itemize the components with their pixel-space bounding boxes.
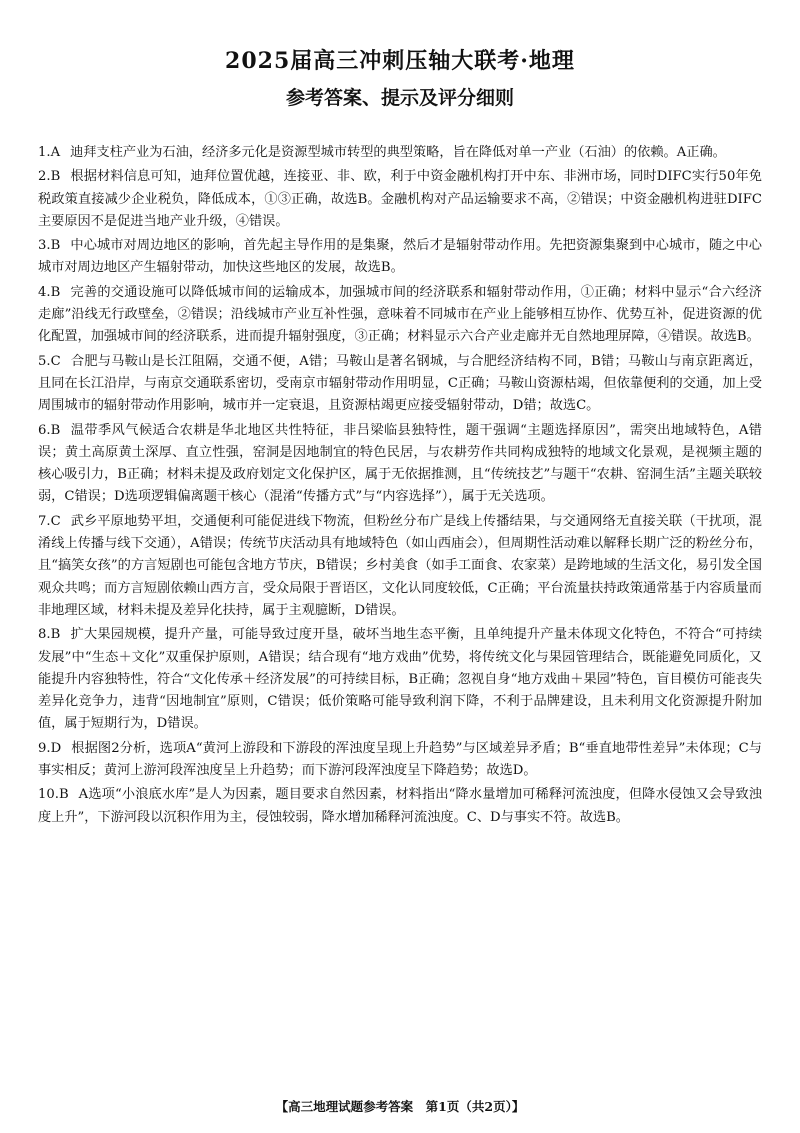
page-title: 2025届高三冲刺压轴大联考·地理	[225, 48, 575, 74]
answer-item	[38, 142, 762, 164]
answer-explanation: 合肥与马鞍山是长江阻隔，交通不便，A错；马鞍山是著名钢城，与合肥经济结构不同，B错；马鞍山与南京距离近，且同在长江沿岸，与南京交通联系密切，受南京市辐射带动作用明显，C正确；马鞍山资源枯竭，但依靠便利的交通，加上受周围城市的辐射带动作用影响，城市并一定衰退，且资源枯竭更应接受辐射带动，D错；故选C。	[38, 353, 762, 414]
page-footer: 【高三地理试题参考答案 第1页（共2页）】	[275, 1099, 525, 1114]
answer-explanation: A选项“小浪底水库”是人为因素，题目要求自然因素，材料指出“降水量增加可稀释河流浊度，但降水侵蚀又会导致浊度上升”，下游河段以沉积作用为主，侵蚀较弱，降水增加稀释河流浊度。C、D与事实不符。故选B。	[38, 787, 762, 825]
answer-number: 6.B	[38, 422, 61, 438]
answer-number: 5.C	[38, 353, 61, 369]
answer-number: 7.C	[38, 513, 61, 529]
answer-explanation: 扩大果园规模，提升产量，可能导致过度开垦，破坏当地生态平衡，且单纯提升产量未体现文化特色，不符合“可持续发展”中“生态＋文化”双重保护原则，A错误；结合现有“地方戏曲”优势，将传统文化与果园管理结合，既能避免同质化，又能提升内容独特性，符合“文化传承＋经济发展”的可持续目标，B正确；忽视自身“地方戏曲＋果园”特色，盲目模仿可能丧失差异化竞争力，违背“因地制宜”原则，C错误；低价策略可能导致利润下降，不利于品牌建设，且未利用文化资源提升附加值，属于短期行为，D错误。	[38, 627, 762, 732]
answer-explanation: 武乡平原地势平坦，交通便利可能促进线下物流，但粉丝分布广是线上传播结果，与交通网络无直接关联（干扰项，混淆线上传播与线下交通），A错误；传统节庆活动具有地域特色（如山西庙会），但周期性活动难以解释长期广泛的粉丝分布，且“搞笑女孩”的方言短剧也可能包含地方节庆，B错误；乡村美食（如手工面食、农家菜）是跨地域的生活文化，易引发全国观众共鸣；而方言短剧依赖山西方言，受众局限于晋语区，文化认同度较低，C正确；平台流量扶持政策通常基于内容质量而非地理区域，材料未提及差异化扶持，属于主观臆断，D错误。	[38, 513, 762, 618]
page-subtitle: 参考答案、提示及评分细则	[285, 87, 514, 109]
answer-item	[38, 166, 762, 233]
answer-item	[38, 624, 762, 735]
answer-item	[38, 784, 762, 829]
answer-item	[38, 282, 762, 349]
answer-number: 1.A	[38, 145, 61, 160]
answer-explanation: 温带季风气候适合农耕是华北地区共性特征，非吕梁临县独特性，题干强调“主题选择原因”，需突出地域特色，A错误；黄土高原黄土深厚、直立性强，窑洞是因地制宜的特色民居，与农耕劳作共同构成独特的地域文化景观，是视频主题的核心吸引力，B正确；材料未提及政府划定文化保护区，属于无依据推测，且“传统技艺”与题干“农耕、窑洞生活”主题关联较弱，C错误；D选项逻辑偏离题干核心（混淆“传播方式”与“内容选择”），属于无关选项。	[38, 422, 762, 505]
answer-item	[38, 351, 762, 418]
answer-explanation: 根据图2分析，选项A“黄河上游段和下游段的浑浊度呈现上升趋势”与区域差异矛盾；B“垂直地带性差异”未体现；C与事实相反；黄河上游河段浑浊度呈上升趋势；而下游河段浑浊度呈下降趋势；故选D。	[38, 740, 762, 779]
answer-number: 3.B	[38, 238, 61, 254]
answer-item	[38, 235, 762, 280]
answer-number: 4.B	[38, 284, 61, 300]
answer-list	[38, 142, 762, 829]
answer-item	[38, 511, 762, 622]
answer-explanation: 完善的交通设施可以降低城市间的运输成本，加强城市间的经济联系和辐射带动作用，①正确；材料中显示“合六经济走廊”沿线无行政壁垒，②错误；沿线城市产业互补性强，意味着不同城市在产业上能够相互协作、优势互补，促进资源的优化配置，加强城市间的经济联系，进而提升辐射强度，③正确；材料显示六合产业走廊并无自然地理屏障，④错误。故选B。	[38, 284, 762, 345]
answer-number: 8.B	[38, 627, 61, 643]
answer-number: 2.B	[38, 169, 61, 185]
answer-item	[38, 420, 762, 509]
answer-item	[38, 738, 762, 783]
answer-explanation: 迪拜支柱产业为石油，经济多元化是资源型城市转型的典型策略，旨在降低对单一产业（石油）的依赖。A正确。	[70, 145, 726, 160]
answer-explanation: 中心城市对周边地区的影响，首先起主导作用的是集聚，然后才是辐射带动作用。先把资源集聚到中心城市，随之中心城市对周边地区产生辐射带动，加快这些地区的发展，故选B。	[38, 238, 762, 276]
answer-number: 10.B	[38, 787, 69, 803]
answer-number: 9.D	[38, 740, 62, 756]
answer-explanation: 根据材料信息可知，迪拜位置优越，连接亚、非、欧，利于中资金融机构打开中东、非洲市场，同时DIFC实行50年免税政策直接减少企业税负，降低成本，①③正确，故选B。金融机构对产品运输要求不高，②错误；中资金融机构进驻DIFC主要原因不是促进当地产业升级，④错误。	[38, 169, 762, 229]
